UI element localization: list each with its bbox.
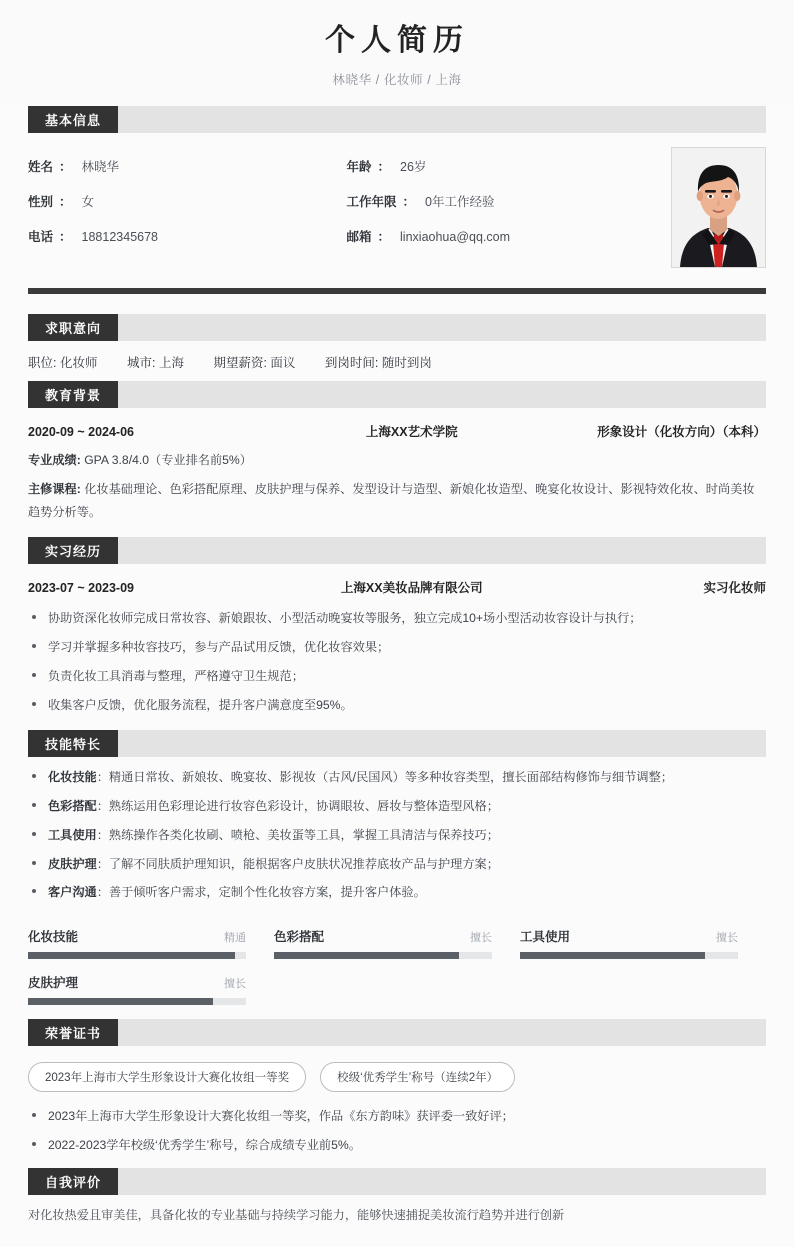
field-gender	[28, 192, 337, 210]
skill-meter-row	[274, 927, 492, 945]
intent-key: 城市:	[126, 355, 156, 370]
skill-meter-fill	[274, 952, 459, 959]
intent-value: 随时到岗	[381, 355, 432, 370]
skill-meter-level: 擅长	[469, 932, 492, 945]
skill-meter-fill	[28, 952, 235, 959]
section-title-internship: 实习经历	[28, 537, 118, 564]
field-label: 工作年限	[346, 194, 397, 209]
skill-meter-level: 精通	[223, 932, 246, 945]
basic-info-fields	[28, 147, 655, 245]
internship-role: 实习化妆师	[703, 581, 766, 596]
field-work-years	[347, 192, 656, 210]
skill-key: 化妆技能	[48, 769, 97, 784]
skill-meter-track	[28, 998, 246, 1005]
page-subtitle: 林晓华 / 化妆师 / 上海	[332, 72, 462, 87]
intent-key: 职位:	[28, 355, 57, 370]
section-header-skills	[28, 730, 766, 757]
intent-item-position	[28, 356, 101, 370]
skill-desc: ：精通日常妆、新娘妆、晚宴妆、影视妆（古风/民国风）等多种妆容类型，擅长面部结构修饰与细节调整；	[96, 769, 673, 784]
job-intent-line	[0, 341, 794, 381]
section-title-education: 教育背景	[28, 381, 118, 408]
field-name	[28, 157, 337, 175]
section-title-skills: 技能特长	[28, 730, 118, 757]
field-colon: ：	[59, 194, 72, 209]
intent-key: 到岗时间:	[324, 355, 379, 370]
skill-meter-level: 擅长	[223, 978, 246, 991]
list-item	[48, 878, 766, 907]
intent-value: 化妆师	[59, 355, 98, 370]
internship-entry-head	[0, 564, 794, 598]
skill-meter-fill	[28, 998, 213, 1005]
skill-desc: ：了解不同肤质护理知识，能根据客户皮肤状况推荐底妆产品与护理方案；	[96, 856, 499, 871]
skill-key: 色彩搭配	[48, 798, 97, 813]
field-label: 邮箱	[346, 229, 372, 244]
field-value: 女	[81, 194, 95, 209]
honor-chip-group	[0, 1046, 794, 1096]
skill-desc: ：熟练运用色彩理论进行妆容色彩设计，协调眼妆、唇妆与整体造型风格；	[96, 798, 499, 813]
honor-detail-list	[0, 1102, 794, 1160]
section-header-self-evaluation	[28, 1168, 766, 1195]
section-header-basic	[28, 106, 766, 133]
education-gpa-label: 专业成绩:	[28, 452, 81, 467]
internship-period: 2023-07 ~ 2023-09	[28, 581, 134, 596]
skill-key: 皮肤护理	[48, 856, 97, 871]
section-divider-rule	[28, 288, 766, 294]
skills-list	[0, 763, 794, 908]
section-header-honors	[28, 1019, 766, 1046]
internship-company: 上海XX美妆品牌有限公司	[340, 581, 483, 596]
list-item	[48, 850, 766, 879]
education-school: 上海XX艺术学院	[365, 424, 458, 439]
list-item: 负责化妆工具消毒与整理，严格遵守卫生规范；	[48, 662, 766, 691]
resume-header	[0, 0, 794, 106]
education-courses-label: 主修课程:	[28, 482, 81, 497]
field-value: 26岁	[400, 159, 427, 174]
skill-meter-track	[28, 952, 246, 959]
list-item: 学习并掌握多种妆容技巧，参与产品试用反馈，优化妆容效果；	[48, 633, 766, 662]
section-title-basic: 基本信息	[28, 106, 118, 133]
skill-meter-name: 工具使用	[519, 930, 570, 945]
self-evaluation-text: 对化妆热爱且审美佳，具备化妆的专业基础与持续学习能力，能够快速捕捉美妆流行趋势并进行创新	[28, 1208, 565, 1223]
skill-meter-row	[28, 927, 246, 945]
skill-desc: ：善于倾听客户需求，定制个性化妆容方案，提升客户体验。	[96, 885, 426, 900]
skill-meter-row	[520, 927, 738, 945]
field-value: 0年工作经验	[425, 194, 495, 209]
field-value: 18812345678	[81, 229, 159, 244]
skill-meter-row	[28, 973, 246, 991]
section-header-intent	[28, 314, 766, 341]
skill-meter	[28, 973, 274, 1005]
section-title-intent: 求职意向	[28, 314, 118, 341]
list-item: 协助资深化妆师完成日常妆容、新娘跟妆、小型活动晚宴妆等服务，独立完成10+场小型活动妆容设计与执行；	[48, 604, 766, 633]
education-gpa-value: GPA 3.8/4.0（专业排名前5%）	[84, 452, 252, 467]
list-item	[48, 821, 766, 850]
section-header-education	[28, 381, 766, 408]
education-entry-head	[0, 408, 794, 442]
list-item: 2023年上海市大学生形象设计大赛化妆组一等奖，作品《东方韵味》获评委一致好评；	[48, 1102, 766, 1131]
field-colon: ：	[59, 229, 72, 244]
list-item	[48, 792, 766, 821]
skill-key: 客户沟通	[48, 885, 97, 900]
intent-value: 面议	[270, 355, 296, 370]
education-courses	[0, 471, 794, 523]
basic-info-block	[0, 133, 794, 272]
skill-key: 工具使用	[48, 827, 97, 842]
skill-meter	[28, 927, 274, 959]
page-title: 个人简历	[325, 24, 469, 57]
intent-value: 上海	[158, 355, 184, 370]
skill-meter-group	[0, 915, 794, 1023]
field-colon: ：	[59, 159, 72, 174]
internship-duty-list	[0, 604, 794, 720]
education-courses-value: 化妆基础理论、色彩搭配原理、皮肤护理与保养、发型设计与造型、新娘化妆造型、晚宴化妆设计、影视特效化妆、时尚美妆趋势分析等。	[28, 482, 755, 519]
education-major: 形象设计（化妆方向）（本科）	[597, 424, 766, 439]
skill-meter	[274, 927, 520, 959]
list-item: 2022-2023学年校级‘优秀学生’称号，综合成绩专业前5%。	[48, 1131, 766, 1160]
avatar	[671, 147, 766, 268]
field-label: 姓名	[28, 159, 54, 174]
section-header-internship	[28, 537, 766, 564]
honor-chip: 校级‘优秀学生’称号（连续2年）	[320, 1062, 515, 1092]
field-phone	[28, 227, 337, 245]
list-item	[48, 763, 766, 792]
field-colon: ：	[377, 159, 391, 174]
intent-key: 期望薪资:	[213, 355, 267, 370]
field-email	[347, 227, 656, 245]
section-title-self-evaluation: 自我评价	[28, 1168, 118, 1195]
education-period: 2020-09 ~ 2024-06	[28, 424, 134, 439]
skill-meter	[520, 927, 766, 959]
field-age	[347, 157, 656, 175]
field-value: 林晓华	[81, 159, 120, 174]
field-colon: ：	[402, 194, 416, 209]
portrait-photo-icon	[672, 148, 765, 267]
skill-meter-fill	[520, 952, 705, 959]
skill-meter-name: 化妆技能	[28, 930, 79, 945]
intent-item-availability	[325, 356, 432, 370]
skill-meter-track	[274, 952, 492, 959]
section-title-honors: 荣誉证书	[28, 1019, 118, 1046]
field-label: 性别	[28, 194, 54, 209]
field-colon: ：	[377, 229, 391, 244]
education-gpa	[0, 442, 794, 472]
honor-chip: 2023年上海市大学生形象设计大赛化妆组一等奖	[28, 1062, 306, 1092]
field-label: 年龄	[346, 159, 372, 174]
skill-meter-level: 擅长	[715, 932, 738, 945]
list-item: 收集客户反馈，优化服务流程，提升客户满意度至95%。	[48, 691, 766, 720]
skill-meter-name: 色彩搭配	[273, 930, 324, 945]
skill-meter-name: 皮肤护理	[28, 976, 79, 991]
field-value: linxiaohua@qq.com	[400, 229, 511, 244]
field-label: 电话	[28, 229, 54, 244]
skill-meter-track	[520, 952, 738, 959]
intent-item-salary	[213, 356, 298, 370]
skill-desc: ：熟练操作各类化妆刷、喷枪、美妆蛋等工具，掌握工具清洁与保养技巧；	[96, 827, 499, 842]
intent-item-city	[127, 356, 187, 370]
